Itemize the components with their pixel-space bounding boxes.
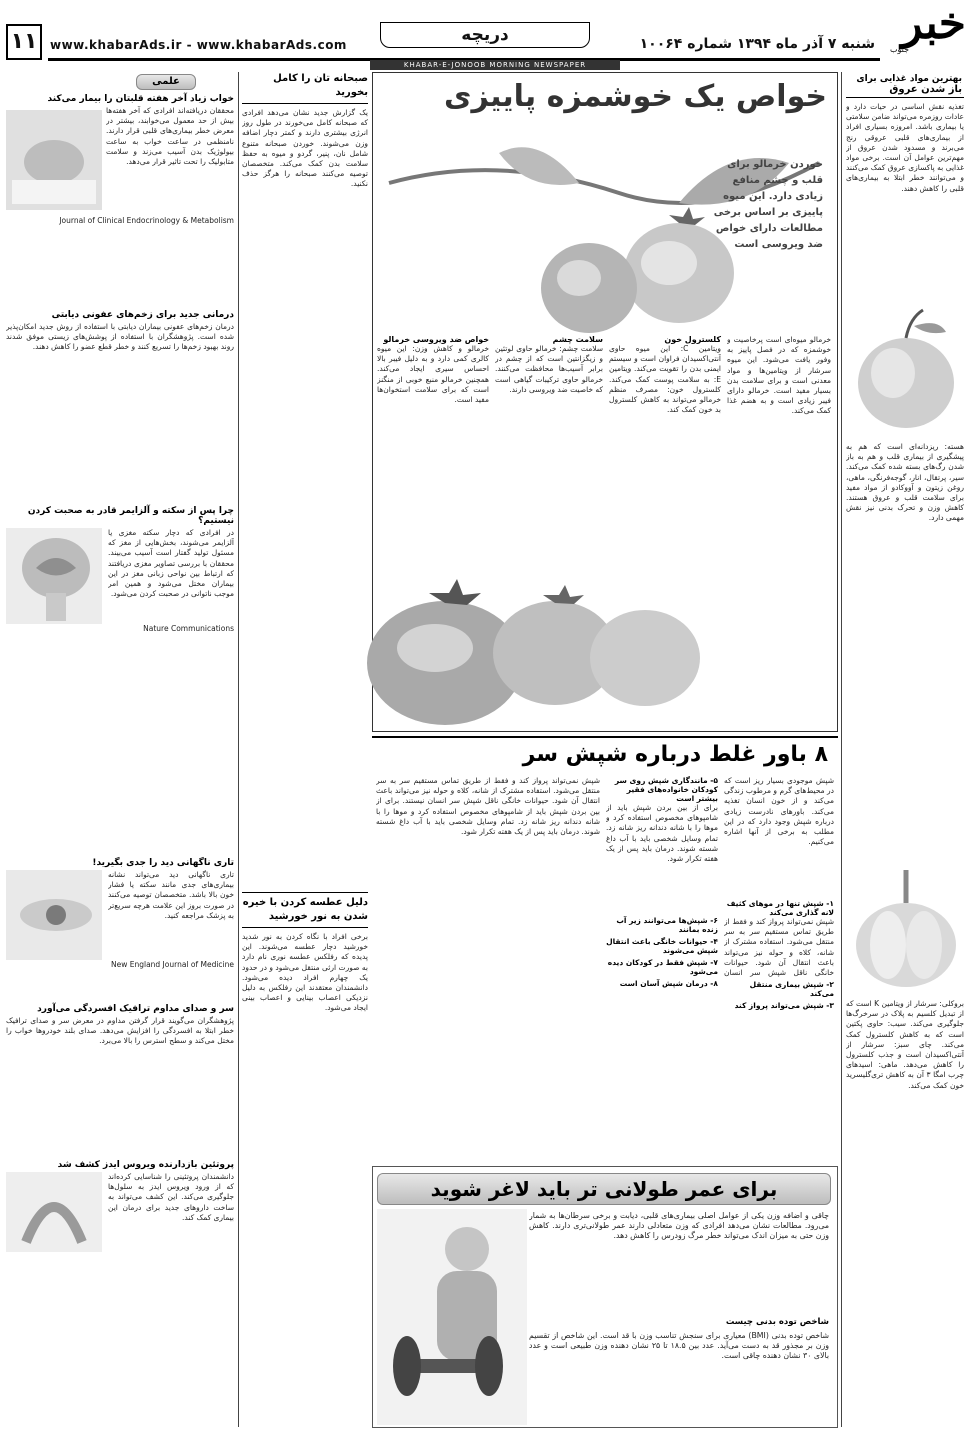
- breakfast-body: یک گزارش جدید نشان می‌دهد افرادی که صبحانه کامل می‌خورند در طول روز انرژی بیشتری دارند و کمتر دچار اضافه وزن می‌شوند. خوردن صبحانه متنوع شامل نان، پنیر، گردو و میوه به حفظ سلامت بدن کمک می‌کند. متخصصان توصیه می‌کنند صبحانه را هرگز حذف نکنید.: [242, 108, 368, 189]
- persimmon-col-4-wrap: [377, 335, 489, 535]
- longevity-title: برای عمر طولانی تر باید لاغر شوید: [377, 1173, 831, 1205]
- science-h1: خواب زیاد آخر هفته قلبتان را بیمار می‌کند: [47, 94, 234, 104]
- persimmon-col-1: خرمالو میوه‌ای است پرخاصیت و خوشمزه که در فصل پاییز به وفور یافت می‌شود. این میوه سرشار از ویتامین‌ها و مواد معدنی است و برای سلامت بدن بسیار مفید است. خرمالو دارای فیبر زیادی است و به هضم غذا کمک می‌کند.: [727, 335, 831, 416]
- longevity-body-2: شاخص توده بدنی (BMI) معیاری برای سنجش تناسب وزن با قد است. این شاخص از تقسیم وزن بر مجذور قد به دست می‌آید. عدد بین ۱۸.۵ تا ۲۵ نشان دهنده وزن طبیعی است و عدد بالای ۳۰ نشان دهنده چاقی است.: [529, 1331, 829, 1361]
- persimmon-col-4: خرمالو و کاهش وزن: این میوه کالری کمی دارد و به دلیل فیبر بالا احساس سیری ایجاد می‌کند. همچنین خرمالو منبع خوبی از منگنز است که برای سلامت استخوان‌ها مفید است.: [377, 344, 489, 405]
- newspaper-logo: [888, 0, 966, 60]
- science-item-3: [6, 528, 234, 624]
- science-p4-cont: [6, 960, 234, 1000]
- persimmon-col-3: سلامت چشم: خرمالو حاوی لوتئین و زیگزانتین است که از چشم در برابر آسیب‌ها محافظت می‌کنند. خرمالو حاوی ترکیبات گیاهی است که خاصیت ضد ویروسی دارند.: [495, 344, 603, 394]
- longevity-body: چاقی و اضافه وزن یکی از عوامل اصلی بیماری‌های قلبی، دیابت و برخی سرطان‌ها به شمار می‌رود. مطالعات نشان می‌دهد افرادی که وزن متعادلی دارند عمر طولانی‌تری دارند. کاهش وزن حتی به میزان اندک می‌تواند خطر مرگ زودرس را کاهش دهد.: [529, 1211, 829, 1241]
- masthead-strip: KHABAR-E-JONOOB MORNING NEWSPAPER: [370, 60, 620, 70]
- sneeze-body: برخی افراد با نگاه کردن به نور شدید خورشید دچار عطسه می‌شوند. این پدیده که رفلکس عطسه نوری نام دارد به صورت ارثی منتقل می‌شود و در حدود یک چهارم افراد دیده می‌شود. دانشمندان معتقدند این رفلکس به دلیل نزدیکی اعصاب بینایی و اعصاب بینی ایجاد می‌شود.: [242, 932, 368, 1013]
- garlic-photo: [848, 860, 964, 995]
- fruit-photo: [848, 298, 964, 438]
- science-p4: تاری ناگهانی دید می‌تواند نشانه بیماری‌های جدی مانند سکته یا فشار خون بالا باشد. متخصصان توصیه می‌کنند در صورت بروز این علامت هرچه سریع‌تر به پزشک مراجعه کنید.: [108, 870, 234, 920]
- longevity-article: [372, 1166, 838, 1428]
- science-column: [6, 72, 234, 1427]
- lice-body-2a: شپش نمی‌تواند پرواز کند و فقط از طریق تماس مستقیم سر به سر منتقل می‌شود. استفاده مشترک از شانه، کلاه و حوله نیز می‌تواند باعث انتقال آن شود. حیوانات خانگی ناقل شپش سر انسان: [724, 917, 834, 977]
- science-p1-cont: [6, 216, 234, 306]
- lice-body-3a: برای از بین بردن شپش باید از شامپوهای مخصوص استفاده کرد و موها را با شانه دندانه ریز شانه زد. تمام وسایل شخصی باید با آب داغ شسته شوند. درمان باید پس از یک هفته تکرار شود.: [606, 803, 718, 864]
- persimmon-subhead-2: کلسترول خون: [664, 335, 721, 344]
- journal-3: New England Journal of Medicine: [110, 960, 234, 969]
- logo-subtext: جنوب: [890, 45, 910, 54]
- logo-text: خبر: [901, 0, 966, 49]
- lice-col-3: [376, 776, 600, 1166]
- arteries-title: باز شدن عروق: [889, 84, 962, 95]
- journal-2: Nature Communications: [143, 624, 234, 633]
- breakfast-title: صبحانه تان را کامل بخورید: [242, 72, 368, 104]
- masthead: [0, 0, 970, 69]
- lice-myth-5: ۵- مانندگاری شپش روی سر کودکان خانواده‌های فقیر بیشتر است: [614, 776, 718, 803]
- persimmon-subhead-3: سلامت چشم: [552, 335, 603, 344]
- persimmon-feature: [372, 72, 838, 732]
- science-item-1: [6, 106, 234, 216]
- science-h6: پروتئین بازدارنده ویروس ایدز کشف شد: [57, 1160, 234, 1170]
- column-divider: [238, 72, 239, 1427]
- lice-col-3-text: [376, 776, 600, 1156]
- garlic-icon: [848, 860, 964, 995]
- sleeping-person-icon: [6, 110, 102, 210]
- persimmon-col-2: ویتامین C: این میوه حاوی آنتی‌اکسیدان فراوان است و سیستم ایمنی بدن را تقویت می‌کند. ویتامین E: به سلامت پوست کمک می‌کند. کلسترول خون: مصرف منظم خرمالو می‌تواند به کاهش کلسترول بد خون کمک کند.: [609, 344, 721, 415]
- lice-myth-3: ۳- شپش می‌تواند پرواز کند: [734, 1001, 834, 1010]
- persimmon-lede: خوردن خرمالو برای قلب و چشم منافع زیادی دارد. این میوه پاییزی بر اساس برخی مطالعات دارای خواص ضد ویروسی است: [713, 159, 823, 250]
- lice-body: شپش موجودی بسیار ریز است که در محیط‌های گرم و مرطوب زندگی می‌کند و از خون انسان تغذیه می‌کند. باورهای نادرست زیادی درباره شپش وجود دارد که در این مطلب به برخی از آنها اشاره می‌کنیم.: [724, 776, 834, 847]
- science-p1: محققان دریافته‌اند افرادی که آخر هفته‌ها بیش از حد معمول می‌خوابند، بیشتر در معرض خطر بیماری‌های قلبی قرار دارند. نامنظمی در ساعت خواب به ساعت بیولوژیک بدن آسیب می‌زند و سلامت متابولیک را تحت تاثیر قرار می‌دهد.: [106, 106, 234, 167]
- journal-1: Journal of Clinical Endocrinology & Metabolism: [59, 216, 234, 225]
- issue-date: شنبه ۷ آذر ماه ۱۳۹۴ شماره ۱۰۰۶۴: [639, 36, 875, 52]
- science-p2: درمان زخم‌های عفونی بیماران دیابتی با استفاده از روش جدید امکان‌پذیر شده است. پژوهشگران با استفاده از پوشش‌های زیستی موفق شدند روند بهبود زخم‌ها را تسریع کنند و خطر قطع عضو را کاهش دهند.: [6, 322, 234, 352]
- science-p6: دانشمندان پروتئینی را شناسایی کرده‌اند که از ورود ویروس ایدز به سلول‌ها جلوگیری می‌کند. این کشف می‌تواند به ساخت داروهای جدید برای درمان این بیماری کمک کند.: [108, 1172, 234, 1222]
- column-divider: [841, 72, 842, 1427]
- science-h4: تاری ناگهانی دید را جدی بگیرید!: [92, 858, 234, 868]
- lice-myth-1: ۱- شپش تنها در موهای کثیف لانه گذاری می‌کند: [726, 899, 834, 917]
- science-h3: چرا پس از سکته و آلزایمر قادر به صحبت کردن نیستیم؟: [27, 506, 234, 526]
- lice-col-1: [724, 776, 834, 1166]
- persimmon-title: خواص یک خوشمزه پاییزی: [444, 79, 827, 114]
- science-badge-row: [6, 72, 234, 92]
- arteries-body: تغذیه نقش اساسی در حیات دارد و عادات روزمره می‌تواند ضامن سلامتی یا بیماری باشد. امروزه بسیاری افراد از بیماری‌های قلبی عروقی رنج می‌برند و مسدود شدن عروق از مهم‌ترین عوامل آن است. برخی مواد غذایی به پاکسازی عروق کمک می‌کنند و می‌توانند خطر ابتلا به بیماری‌های قلبی را کاهش دهند.: [846, 102, 964, 193]
- arteries-body-3: بروکلی: سرشار از ویتامین K است که از تبدیل کلسیم به پلاک در سرخرگ‌ها جلوگیری می‌کند. سیب: حاوی پکتین است که به کاهش کلسترول کمک می‌کند. چای سبز: سرشار از آنتی‌اکسیدان است و جذب کلسترول را کاهش می‌دهد. ماهی: اسیدهای چرب امگا ۳ آن به کاهش تری‌گلیسرید خون کمک می‌کند.: [846, 999, 964, 1090]
- science-p3-cont: [6, 624, 234, 854]
- lice-myth-7: ۷- شپش فقط در کودکان دیده می‌شود: [607, 958, 718, 976]
- middle-column: [242, 72, 368, 1427]
- website-url[interactable]: www.khabarAds.ir - www.khabarAds.com: [50, 38, 347, 52]
- science-p5: پژوهشگران می‌گویند قرار گرفتن مداوم در معرض سر و صدای ترافیک خطر ابتلا به افسردگی را افزایش می‌دهد. صدای بلند خودروها خواب را مختل می‌کند و سطح استرس را بالا می‌برد.: [6, 1016, 234, 1046]
- lice-article: [372, 736, 838, 1166]
- science-item-6: [6, 1172, 234, 1272]
- lice-myth-2: ۲- شپش بیماری منتقل می‌کند: [749, 980, 834, 998]
- lice-body-2b: شپش نمی‌تواند پرواز کند و فقط از طریق تماس مستقیم سر به سر منتقل می‌شود. استفاده مشترک از شانه، کلاه و حوله نیز می‌تواند باعث انتقال آن شود. حیوانات خانگی ناقل شپش سر انسان نیستند.: [376, 776, 600, 806]
- arteries-column: [846, 72, 964, 1427]
- lice-myth-4: ۴- حیوانات خانگی باعث انتقال شپش می‌شوند: [606, 937, 718, 955]
- science-h2: درمانی جدید برای زخم‌های عفونی دیابتی: [51, 310, 234, 320]
- lice-body-3b: برای از بین بردن شپش باید از شامپوهای مخصوص استفاده کرد و موها را با شانه دندانه ریز شانه زد. تمام وسایل شخصی باید با آب داغ شسته شوند. درمان باید پس از یک هفته تکرار شود.: [376, 796, 600, 837]
- eye-closeup-icon: [6, 870, 102, 960]
- science-p3: در افرادی که دچار سکته مغزی یا آلزایمر می‌شوند، بخش‌هایی از مغز که مسئول تولید گفتار است آسیب می‌بیند. محققان با بررسی تصاویر مغزی دریافتند که ارتباط بین نواحی زبانی مغز در این بیماران مختل می‌شود و همین امر موجب ناتوانی در صحبت کردن می‌شود.: [108, 528, 234, 599]
- science-badge: علمی: [136, 74, 196, 90]
- dumbbell-athlete-icon: [377, 1209, 527, 1425]
- page-number: ۱۱: [6, 24, 42, 60]
- persimmon-subhead-1: خواص ضد ویروسی خرمالو: [383, 335, 489, 344]
- virus-ribbon-icon: [6, 1172, 102, 1252]
- longevity-subhead: شاخص توده بدنی چیست: [725, 1317, 829, 1327]
- science-item-4: [6, 870, 234, 960]
- sneeze-title: دلیل عطسه کردن با خیره شدن به نور خورشید: [242, 892, 368, 928]
- lice-col-2: [606, 776, 718, 1166]
- section-title: دریچه: [380, 22, 590, 48]
- lice-myth-8: ۸- درمان شپش آسان است: [619, 979, 718, 988]
- arteries-header: [846, 72, 964, 98]
- fruit-icon: [848, 298, 964, 438]
- lice-title: ۸ باور غلط درباره شپش سر: [522, 742, 828, 767]
- lice-myth-6: ۶- شپش‌ها می‌توانند زیر آب زنده بمانند: [616, 916, 718, 934]
- arteries-body-2: هسته: ریزدانه‌ای است که هم به پیشگیری از بیماری قلب و هم به باز شدن رگ‌های بسته شده کمک می‌کند. سیر، پرتقال، انار، گوجه‌فرنگی، ماهی، روغن زیتون و آووکادو از مواد مفید برای سلامت قلب و عروق هستند. کاهش وزن و تحرک بدنی نیز نقش مهمی دارد.: [846, 442, 964, 523]
- arteries-kicker: بهترین مواد غذایی برای: [856, 74, 962, 84]
- science-h5: سر و صدای مداوم ترافیک افسردگی می‌آورد: [37, 1004, 234, 1014]
- persimmons-icon: [365, 553, 725, 733]
- brain-skull-icon: [6, 528, 102, 624]
